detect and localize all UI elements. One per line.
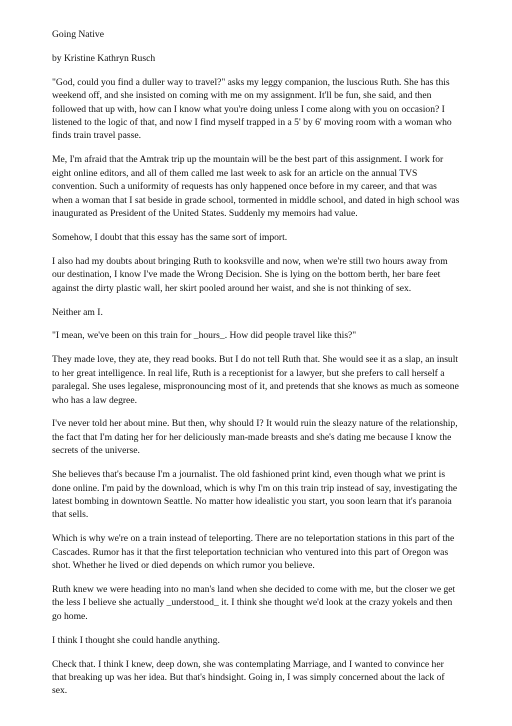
paragraph: She believes that's because I'm a journalist. The old fashioned print kind, even though what we print is done online. I'm paid by the download, which is why I'm on this train trip instead of say, investigating the latest bombing in downtown Seattle. No matter how idealistic you start, you soon learn that it's paranoia that sells.: [52, 469, 458, 521]
paragraph: Neither am I.: [52, 306, 103, 318]
paragraph: I think I thought she could handle anything.: [52, 634, 220, 646]
document-title: Going Native: [52, 29, 104, 40]
paragraph: I've never told her about mine. But then, why should I? It would ruin the sleazy nature of the relationship, the fact that I'm dating her for her deliciously man-made breasts and she's dating me because I know the secrets of the universe.: [52, 418, 458, 457]
paragraph: "I mean, we've been on this train for _hours_. How did people travel like this?": [52, 330, 357, 342]
paragraph: "God, could you find a duller way to travel?" asks my leggy companion, the luscious Ruth. She has this weekend off, and she insisted on coming with me on my assignment. It'll be fun, she said, and then followed that up with, how can I know what you're doing unless I come along with you on occasion? I listened to the logic of that, and now I find myself trapped in a 5' by 6' moving room with a woman who finds train travel passe.: [52, 76, 452, 142]
paragraph: I also had my doubts about bringing Ruth to kooksville and now, when we're still two hours away from our destination, I know I've made the Wrong Decision. She is lying on the bottom berth, her bare feet against the dirty plastic wall, her skirt pooled around her waist, and she is not thinking of sex.: [52, 255, 448, 294]
paragraph: Me, I'm afraid that the Amtrak trip up the mountain will be the best part of this assignment. I work for eight online editors, and all of them called me last week to ask for an article on the annual TVS convention. Such a uniformity of requests has only happened once before in my career, and that was when a woman that I sat beside in grade school, tormented in middle school, and dated in high school was inaugurated as President of the United States. Suddenly my memoirs had value.: [52, 154, 460, 219]
paragraph: Ruth knew we were heading into no man's land when she decided to come with me, but the closer we get the less I believe she actually _understood_ it. I think she thought we'd look at the crazy yokels and then go home.: [52, 584, 456, 622]
document-byline: by Kristine Kathryn Rusch: [52, 52, 156, 64]
paragraph: Somehow, I doubt that this essay has the same sort of import.: [52, 231, 288, 243]
paragraph: Check that. I think I knew, deep down, she was contemplating Marriage, and I wanted to convince her that breaking up was her idea. But that's hindsight. Going in, I was simply concerned about the lack of sex.: [52, 658, 445, 697]
paragraph: They made love, they ate, they read books. But I do not tell Ruth that. She would see it as a slap, an insult to her great intelligence. In real life, Ruth is a receptionist for a lawyer, but she prefers to call herself a paralegal. She uses legalese, mispronouncing most of it, and pretends that she knows as much as someone who has a law degree.: [52, 354, 459, 406]
paragraph: Which is why we're on a train instead of teleporting. There are no teleportation stations in this part of the Cascades. Rumor has it that the first teleportation technician who ventured into this part of Oregon was shot. Whether he lived or died depends on which rumor you believe.: [52, 533, 455, 572]
